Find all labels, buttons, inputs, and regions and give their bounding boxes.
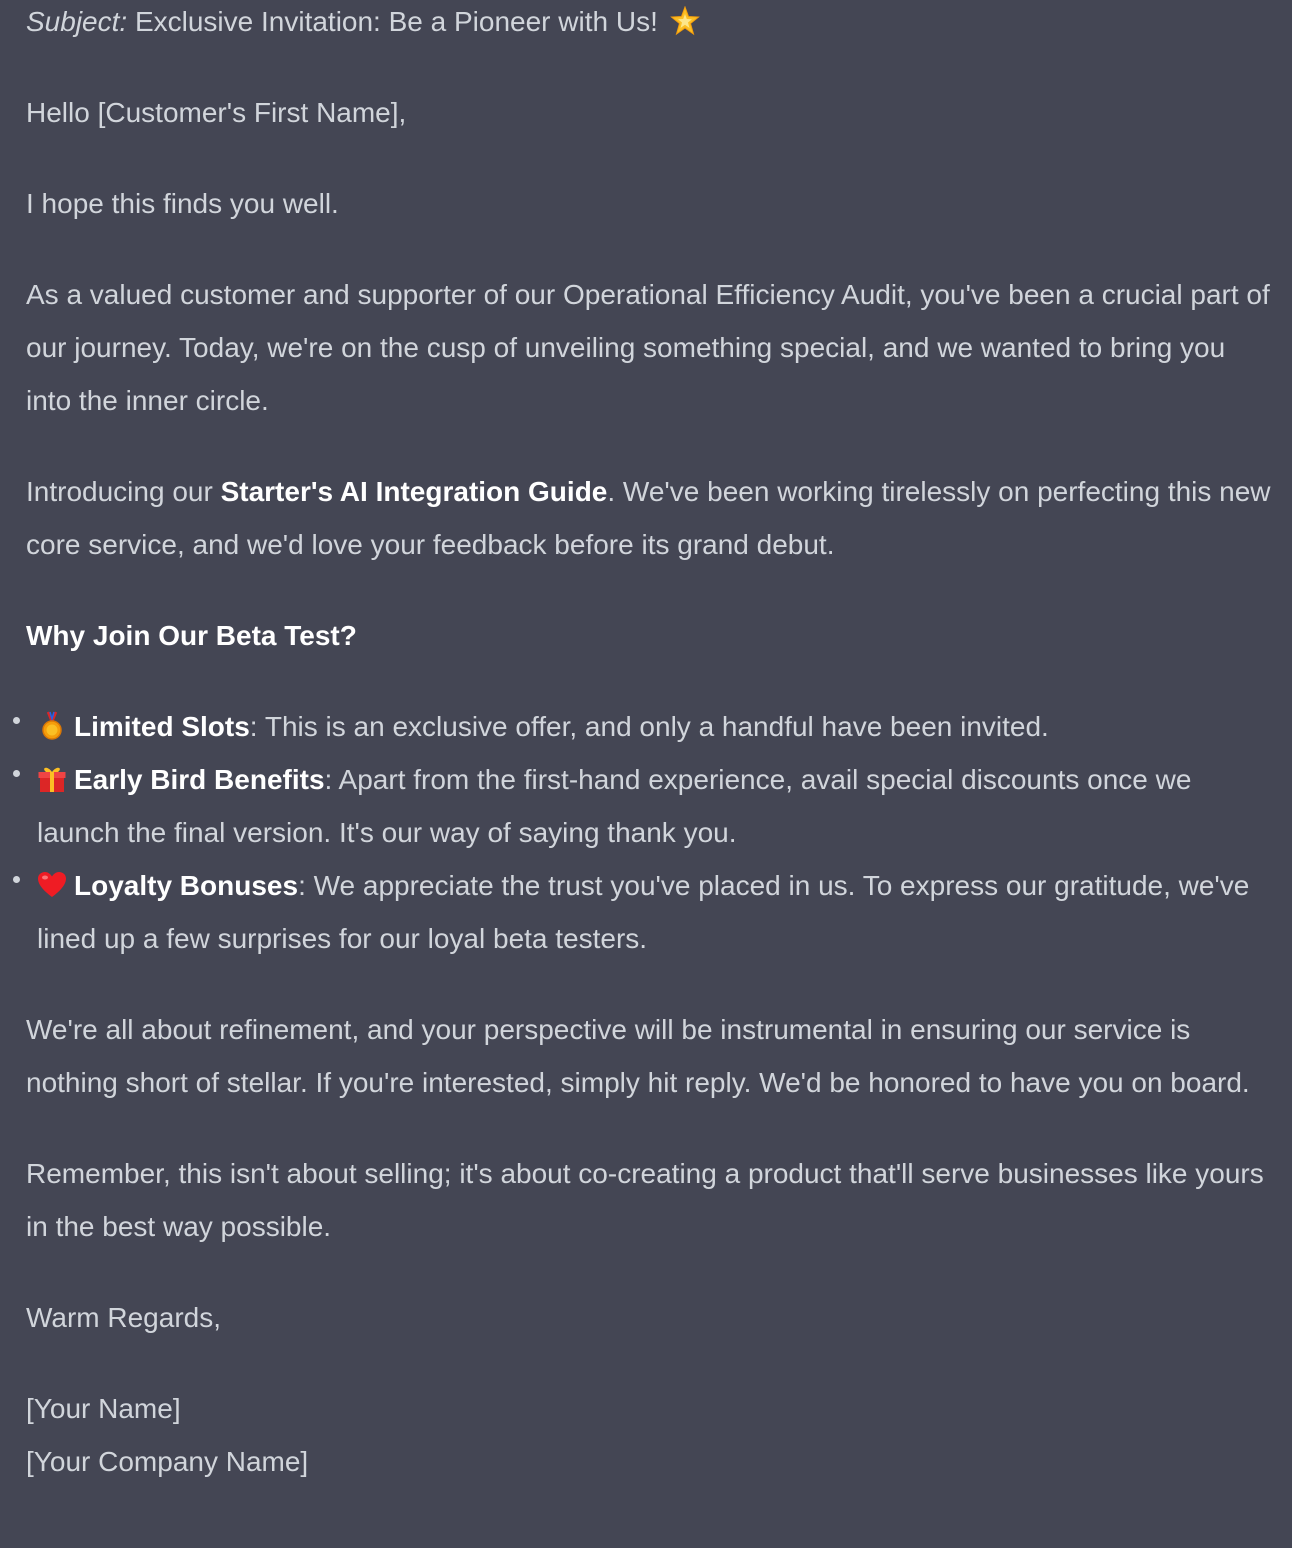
subject-label: Subject: (26, 6, 128, 37)
paragraph-intro (26, 465, 1276, 571)
benefit-title: Early Bird Benefits (74, 764, 325, 795)
paragraph-refinement: We're all about refinement, and your perspective will be instrumental in ensuring our service is nothing short of stellar. If you're interested, simply hit reply. We'd be honored to have you on board. (26, 1014, 1250, 1098)
list-item (26, 859, 1276, 965)
subject-text: Exclusive Invitation: Be a Pioneer with Us! (127, 6, 658, 37)
list-item (26, 753, 1276, 859)
benefit-title: Loyalty Bonuses (74, 870, 299, 901)
section-heading: Why Join Our Beta Test? (26, 620, 357, 651)
sender-company: [Your Company Name] (26, 1446, 309, 1477)
gift-icon (37, 764, 67, 794)
heart-icon (37, 870, 67, 900)
star-icon (670, 6, 700, 36)
paragraph-remember: Remember, this isn't about selling; it's about co-creating a product that'll serve businesses like yours in the best way possible. (26, 1158, 1264, 1242)
list-item (26, 700, 1276, 753)
benefits-list (26, 700, 1276, 965)
opening-line: I hope this finds you well. (26, 188, 339, 219)
signoff: Warm Regards, (26, 1302, 222, 1333)
email-message (26, 0, 1276, 1488)
paragraph-context: As a valued customer and supporter of our Operational Efficiency Audit, you've been a crucial part of our journey. Today, we're on the cusp of unveiling something special, and we wanted to bring you into the inner circle. (26, 279, 1270, 416)
benefit-text: : Apart from the first-hand experience, avail special discounts once we launch the final version. It's our way of saying thank you. (37, 764, 1192, 848)
greeting: Hello [Customer's First Name], (26, 97, 407, 128)
intro-suffix: . We've been working tirelessly on perfecting this new core service, and we'd love your feedback before its grand debut. (26, 476, 1271, 560)
medal-icon (37, 711, 67, 741)
product-name: Starter's AI Integration Guide (220, 476, 608, 507)
subject-line (26, 0, 1276, 48)
sender-name: [Your Name] (26, 1393, 181, 1424)
benefit-text: : This is an exclusive offer, and only a handful have been invited. (249, 711, 1049, 742)
benefit-text: : We appreciate the trust you've placed in us. To express our gratitude, we've lined up a few surprises for our loyal beta testers. (37, 870, 1250, 954)
intro-prefix: Introducing our (26, 476, 221, 507)
benefit-title: Limited Slots (74, 711, 250, 742)
